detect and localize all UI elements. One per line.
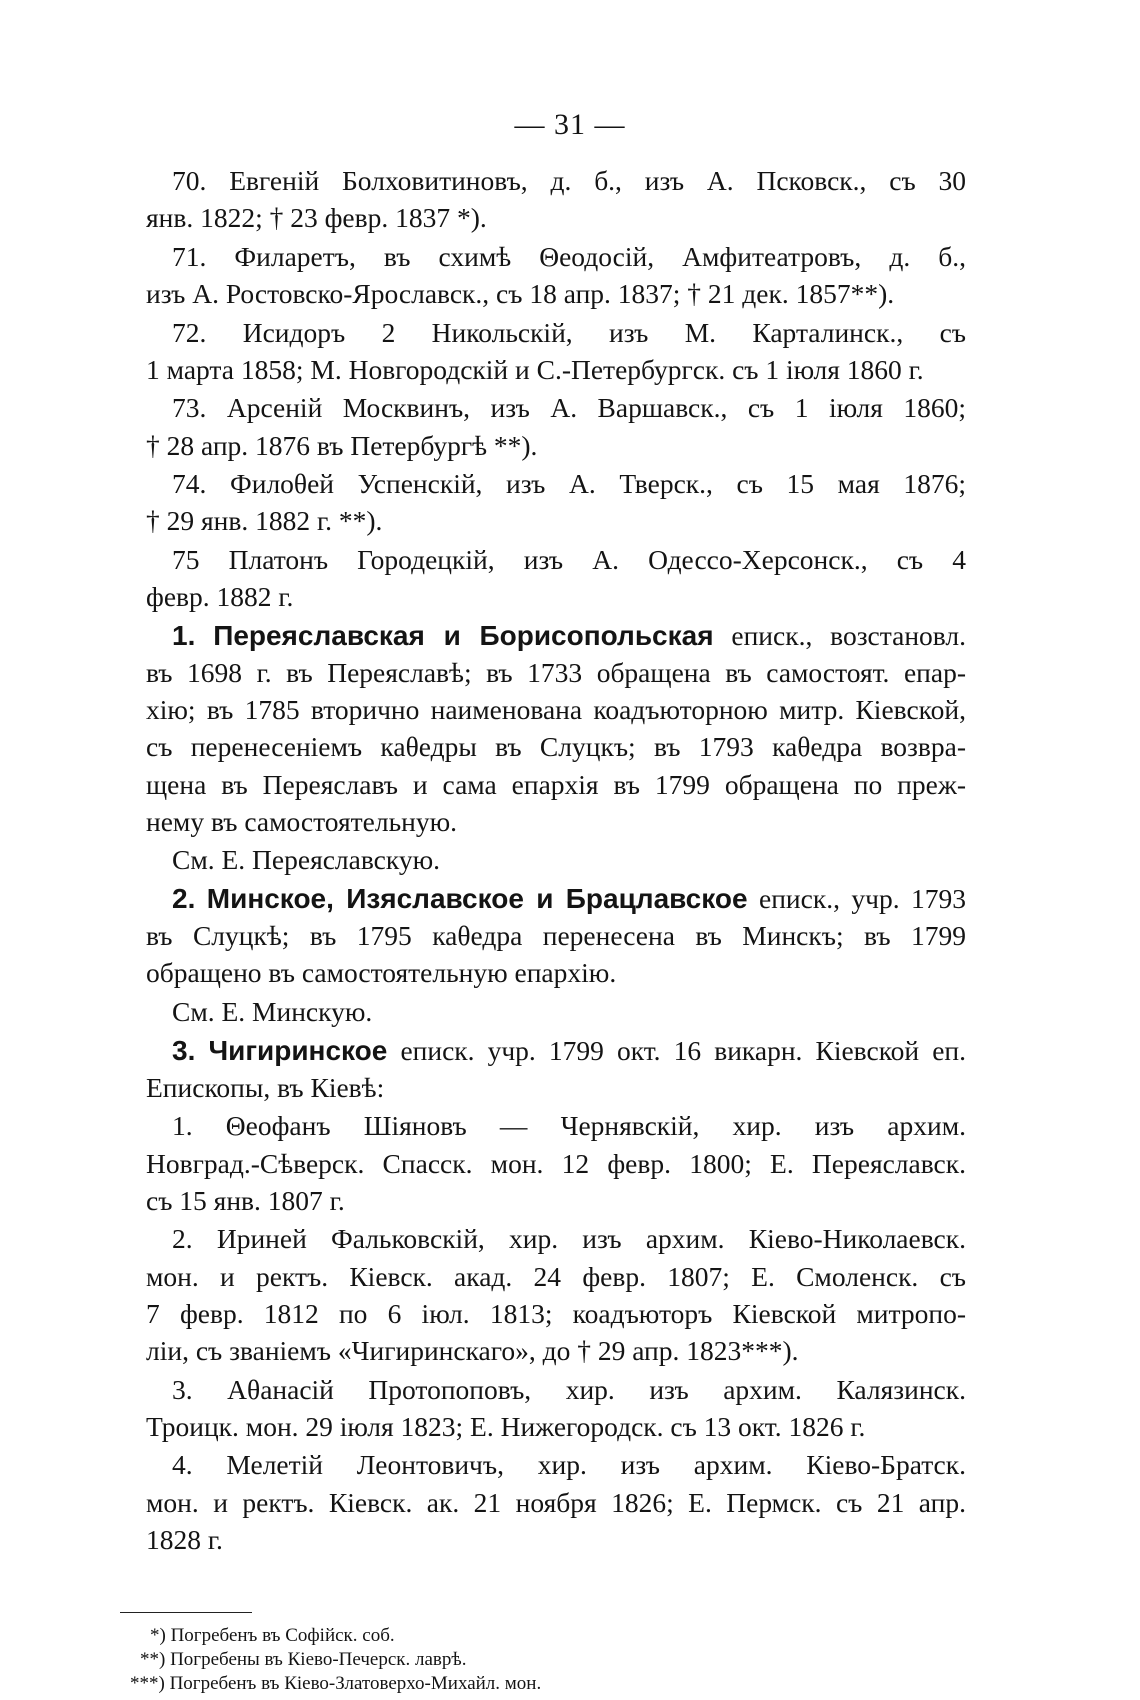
- paragraph-b4: [120, 1446, 966, 1558]
- page-number: — 31 —: [514, 108, 626, 141]
- section-heading: Минское, Изяславское и Брацлавское: [206, 882, 748, 914]
- footnote-2: **) Погребены въ Кіево-Печерск. лаврѣ.: [140, 1649, 467, 1670]
- text-line: мон. и ректъ. Кіевск. ак. 21 ноября 1826; Е. Пермск. съ 21 апр.: [146, 1486, 966, 1518]
- text-line: щена въ Переяславъ и сама епархія въ 1799 обращена по преж-: [146, 768, 966, 800]
- text-line: 70. Евгеній Болховитиновъ, д. б., изъ А. Псковск., съ 30: [172, 165, 966, 196]
- text-line: 7 февр. 1812 по 6 іюл. 1813; коадъюторъ Кіевской митропо-: [146, 1297, 966, 1329]
- footnote-3: ***) Погребенъ въ Кіево-Златоверхо-Михайл. мон.: [130, 1673, 542, 1694]
- body-text: [120, 162, 966, 1559]
- footnote-divider: [120, 1612, 252, 1613]
- text-line: обращено въ самостоятельную епархію.: [146, 957, 617, 989]
- section-heading-rest: еписк. учр. 1799 окт. 16 викарн. Кіевской еп.: [400, 1034, 967, 1066]
- text-line: 3. Аθанасій Протопоповъ, хир. изъ архим. Калязинск.: [172, 1373, 966, 1405]
- footnotes: [120, 1624, 541, 1696]
- paragraph-b3: [120, 1371, 966, 1445]
- footnote-1: *) Погребенъ въ Софійск. соб.: [150, 1625, 395, 1646]
- paragraph-p75: [120, 541, 966, 615]
- section-number: 2.: [172, 882, 196, 914]
- text-line: [120, 1032, 966, 1069]
- text-line: 1. Θеофанъ Шіяновъ — Чернявскій, хир. изъ архим.: [172, 1110, 966, 1142]
- text-line: мон. и ректъ. Кіевск. акад. 24 февр. 1807; Е. Смоленск. съ: [146, 1260, 966, 1292]
- paragraph-p73: [120, 389, 966, 463]
- paragraph-s2: [120, 880, 966, 992]
- text-line: † 29 янв. 1882 г. **).: [146, 505, 383, 537]
- text-line: 1 марта 1858; М. Новгородскій и С.-Петербургск. съ 1 іюля 1860 г.: [146, 353, 924, 385]
- paragraph-p71: [120, 238, 966, 312]
- text-line: нему въ самостоятельную.: [146, 805, 458, 837]
- text-line: Епископы, въ Кіевѣ:: [146, 1071, 385, 1103]
- text-line: См. Е. Переяславскую.: [172, 844, 441, 876]
- text-line: Троицк. мон. 29 іюля 1823; Е. Нижегородск. съ 13 окт. 1826 г.: [146, 1410, 866, 1442]
- text-line: 71. Филаретъ, въ схимѣ Θеодосій, Амфитеатровъ, д. б.,: [172, 240, 966, 272]
- text-line: въ Слуцкѣ; въ 1795 каθедра перенесена въ Минскъ; въ 1799: [146, 920, 966, 952]
- text-line: См. Е. Минскую.: [172, 995, 373, 1027]
- text-line: съ перенесеніемъ каθедры въ Слуцкъ; въ 1793 каθедра возвра-: [146, 731, 966, 763]
- paragraph-p74: [120, 465, 966, 539]
- paragraph-s1: [120, 617, 966, 840]
- text-line: въ 1698 г. въ Переяславѣ; въ 1733 обращена въ самостоят. епар-: [146, 656, 966, 688]
- text-line: 1828 г.: [146, 1523, 223, 1555]
- text-line: [120, 617, 966, 654]
- text-line: ліи, съ званіемъ «Чигиринскаго», до † 29 апр. 1823***).: [146, 1334, 799, 1366]
- paragraph-p72: [120, 314, 966, 388]
- section-number: 1.: [172, 619, 196, 651]
- text-line: 73. Арсеній Москвинъ, изъ А. Варшавск., съ 1 іюля 1860;: [172, 392, 966, 424]
- section-heading-rest: еписк., учр. 1793: [759, 882, 966, 914]
- text-line: [120, 880, 966, 917]
- text-line: 75 Платонъ Городецкій, изъ А. Одессо-Херсонск., съ 4: [172, 543, 966, 575]
- text-line: 4. Мелетій Леонтовичъ, хир. изъ архим. Кіево-Братск.: [172, 1449, 966, 1481]
- paragraph-b1: [120, 1107, 966, 1219]
- section-number: 3.: [172, 1034, 196, 1066]
- text-line: 72. Исидоръ 2 Никольскій, изъ М. Карталинск., съ: [172, 316, 966, 348]
- text-line: хію; въ 1785 вторично наименована коадъюторною митр. Кіевской,: [146, 694, 966, 726]
- paragraph-s3: [120, 1032, 966, 1106]
- text-line: съ 15 янв. 1807 г.: [146, 1184, 345, 1216]
- text-line: † 28 апр. 1876 въ Петербургѣ **).: [146, 429, 538, 461]
- section-heading: Чигиринское: [208, 1034, 388, 1066]
- text-line: Новград.-Сѣверск. Спасск. мон. 12 февр. 1800; Е. Переяславск.: [146, 1147, 966, 1179]
- text-line: февр. 1882 г.: [146, 581, 294, 613]
- text-line: 2. Ириней Фальковскій, хир. изъ архим. Кіево-Николаевск.: [172, 1223, 966, 1255]
- paragraph-s2see: [120, 993, 966, 1030]
- section-heading-rest: еписк., возстановл.: [731, 619, 967, 651]
- paragraph-p70: [120, 162, 966, 236]
- section-heading: Переяславская и Борисопольская: [213, 619, 714, 651]
- text-line: 74. Филоθей Успенскій, изъ А. Тверск., съ 15 мая 1876;: [172, 468, 966, 500]
- text-line: изъ А. Ростовско-Ярославск., съ 18 апр. 1837; † 21 дек. 1857**).: [146, 278, 895, 309]
- paragraph-b2: [120, 1220, 966, 1369]
- paragraph-s1see: [120, 841, 966, 878]
- text-line: янв. 1822; † 23 февр. 1837 *).: [146, 202, 487, 234]
